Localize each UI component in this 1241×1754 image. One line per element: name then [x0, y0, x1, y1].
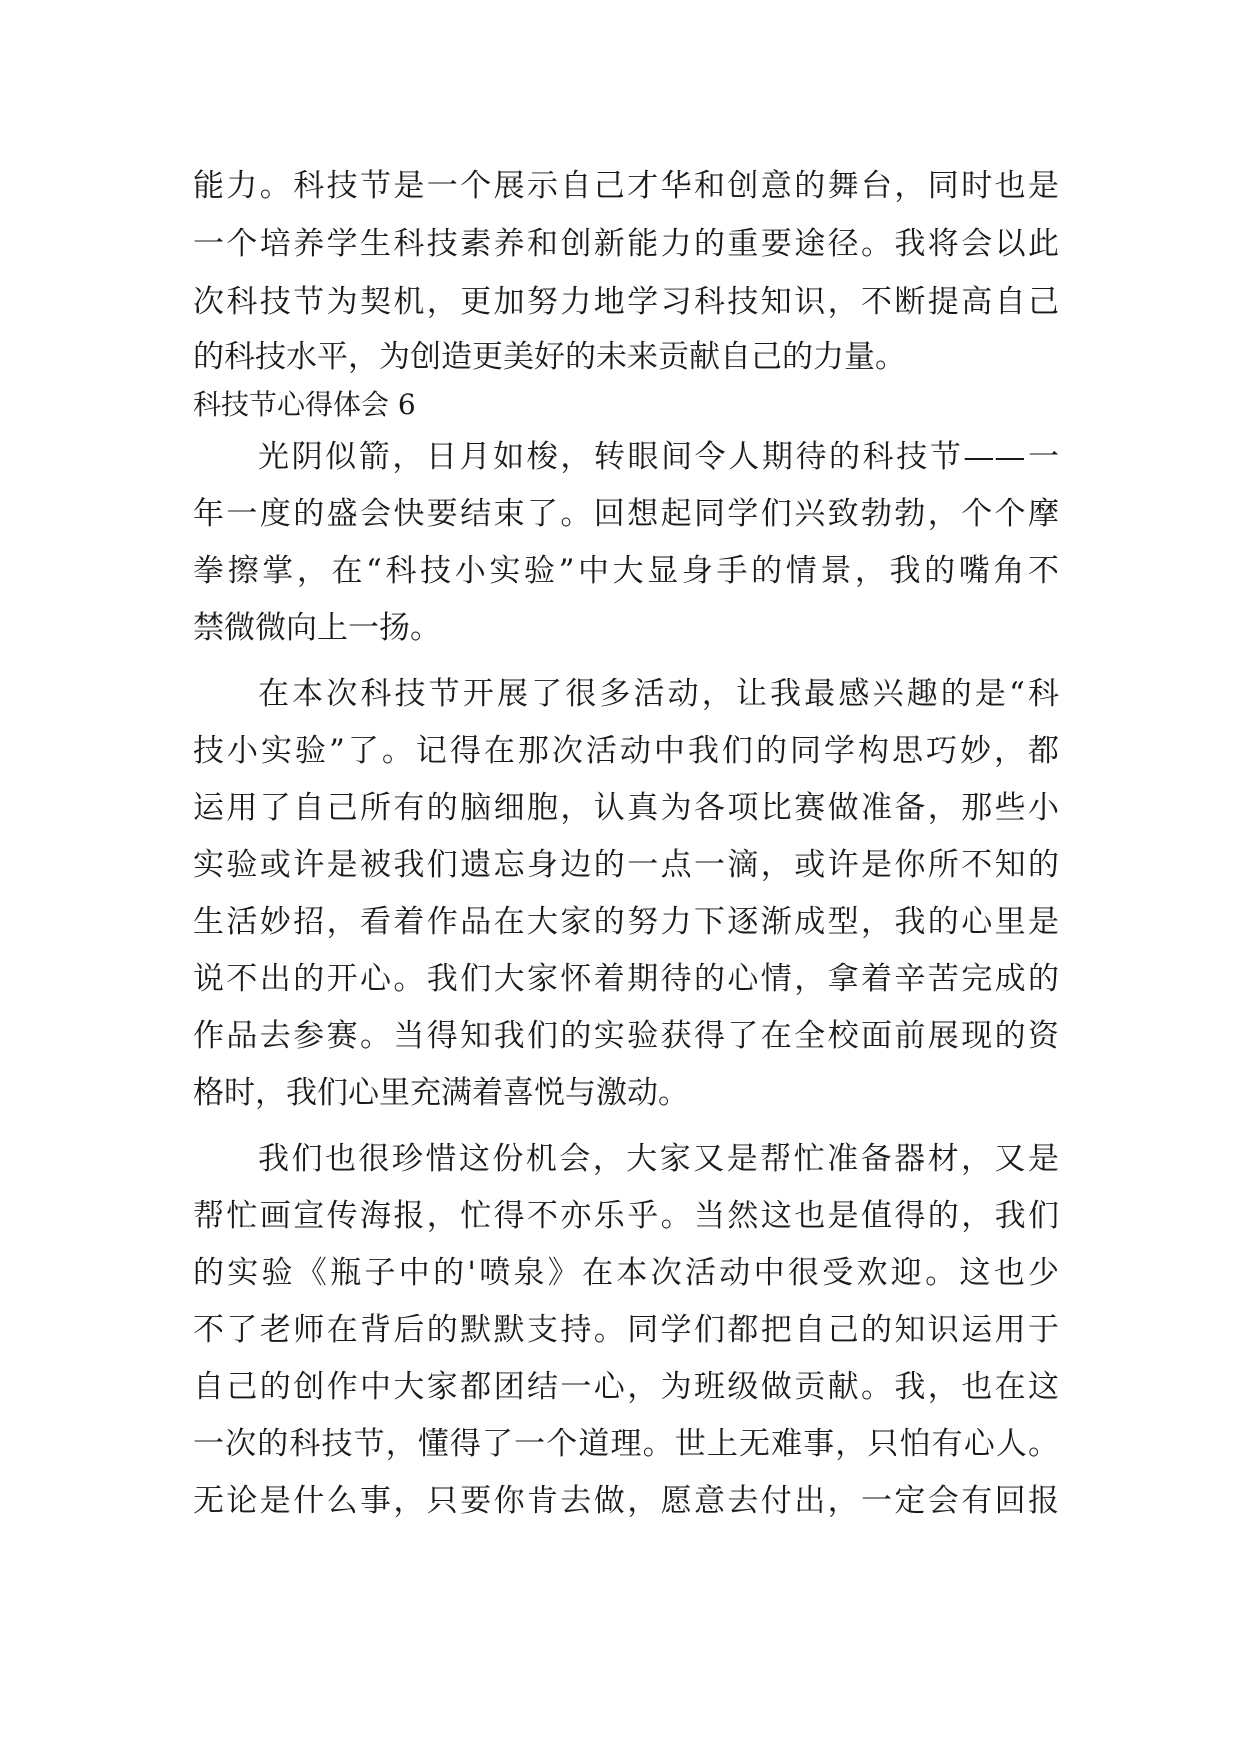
paragraph-first-line: 在本次科技节开展了很多活动，让我最感兴趣的是“科 — [258, 676, 1059, 712]
body-text-line: 说不出的开心。我们大家怀着期待的心情，拿着辛苦完成的 — [193, 961, 1059, 997]
body-text-line: 格时，我们心里充满着喜悦与激动。 — [193, 1075, 689, 1111]
body-text-line: 年一度的盛会快要结束了。回想起同学们兴致勃勃，个个摩 — [193, 496, 1059, 532]
body-text-line: 帮忙画宣传海报，忙得不亦乐乎。当然这也是值得的，我们 — [193, 1198, 1059, 1234]
body-text-line: 生活妙招，看着作品在大家的努力下逐渐成型，我的心里是 — [193, 904, 1059, 940]
body-text-line: 一次的科技节，懂得了一个道理。世上无难事，只怕有心人。 — [193, 1426, 1059, 1462]
body-text-line: 无论是什么事，只要你肯去做，愿意去付出，一定会有回报 — [193, 1483, 1059, 1519]
body-text-line: 技小实验”了。记得在那次活动中我们的同学构思巧妙，都 — [193, 733, 1059, 769]
body-text-line: 自己的创作中大家都团结一心，为班级做贡献。我，也在这 — [193, 1369, 1059, 1405]
paragraph-first-line: 我们也很珍惜这份机会，大家又是帮忙准备器材，又是 — [258, 1141, 1059, 1177]
body-text-line: 不了老师在背后的默默支持。同学们都把自己的知识运用于 — [193, 1312, 1059, 1348]
body-text-line: 一个培养学生科技素养和创新能力的重要途径。我将会以此 — [193, 226, 1059, 262]
body-text-line: 次科技节为契机，更加努力地学习科技知识，不断提高自己 — [193, 284, 1059, 320]
body-text-line: 运用了自己所有的脑细胞，认真为各项比赛做准备，那些小 — [193, 790, 1059, 826]
body-text-line: 禁微微向上一扬。 — [193, 610, 441, 646]
body-text-line: 作品去参赛。当得知我们的实验获得了在全校面前展现的资 — [193, 1018, 1059, 1054]
body-text-line: 拳擦掌，在“科技小实验”中大显身手的情景，我的嘴角不 — [193, 553, 1059, 589]
body-text-line: 的科技水平，为创造更美好的未来贡献自己的力量。 — [193, 339, 906, 375]
body-text-line: 实验或许是被我们遗忘身边的一点一滴，或许是你所不知的 — [193, 847, 1059, 883]
paragraph-first-line: 光阴似箭，日月如梭，转眼间令人期待的科技节——一 — [258, 439, 1059, 475]
body-text-line: 的实验《瓶子中的'喷泉》在本次活动中很受欢迎。这也少 — [193, 1255, 1059, 1291]
body-text-line: 能力。科技节是一个展示自己才华和创意的舞台，同时也是 — [193, 168, 1059, 204]
section-heading: 科技节心得体会 6 — [193, 388, 416, 421]
